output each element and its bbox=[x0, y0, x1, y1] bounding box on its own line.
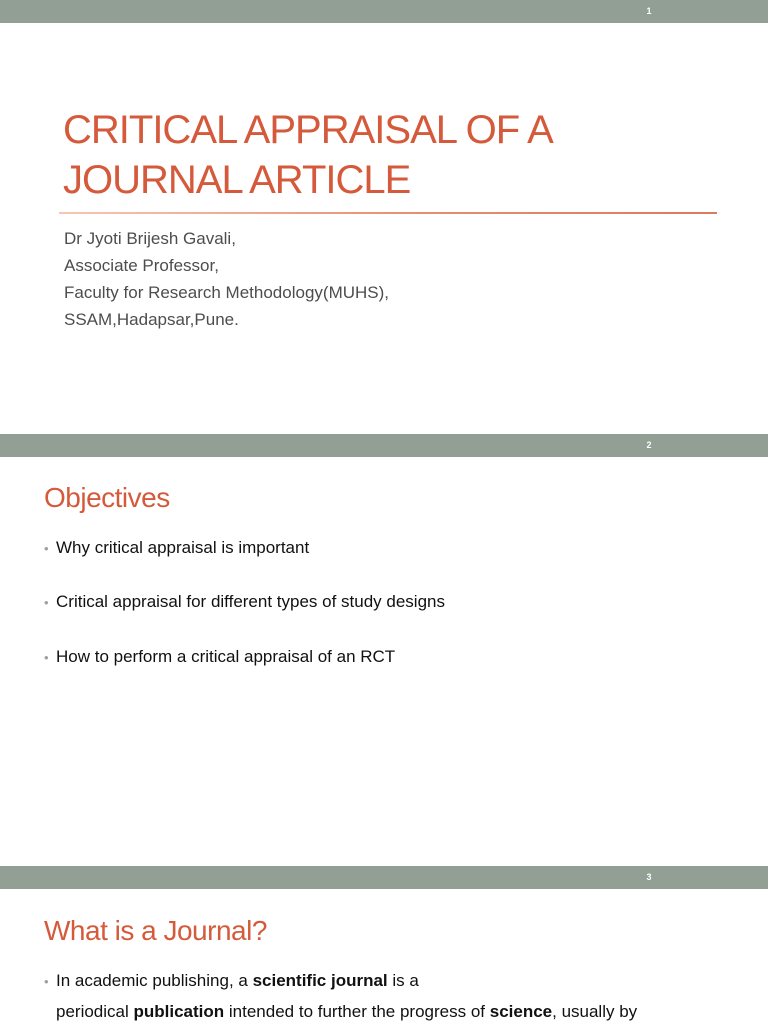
title-divider bbox=[59, 212, 717, 214]
title-line-1: CRITICAL APPRAISAL OF A bbox=[63, 108, 553, 152]
slide-header-bar bbox=[0, 434, 768, 457]
bullet-icon: • bbox=[44, 541, 49, 556]
list-item: • Critical appraisal for different types of study designs bbox=[44, 590, 445, 615]
slide-number: 2 bbox=[646, 440, 652, 450]
author-faculty: Faculty for Research Methodology(MUHS), bbox=[64, 283, 390, 302]
slide-1 bbox=[0, 0, 768, 434]
slide-title bbox=[63, 105, 723, 205]
slide-header-bar bbox=[0, 0, 768, 23]
slide-number: 1 bbox=[646, 6, 652, 16]
slide-3 bbox=[0, 866, 768, 1024]
bullet-icon: • bbox=[44, 974, 49, 989]
bullet-icon: • bbox=[44, 595, 49, 610]
title-line-2: JOURNAL ARTICLE bbox=[63, 158, 411, 202]
author-location: SSAM,Hadapsar,Pune. bbox=[64, 310, 239, 329]
list-item: • Why critical appraisal is important bbox=[44, 536, 309, 561]
author-position: Associate Professor, bbox=[64, 256, 219, 275]
slide-heading: What is a Journal? bbox=[44, 915, 267, 946]
slide-header-bar bbox=[0, 866, 768, 889]
list-item: • How to perform a critical appraisal of an RCT bbox=[44, 645, 395, 670]
author-name: Dr Jyoti Brijesh Gavali, bbox=[64, 229, 236, 248]
author-block bbox=[64, 225, 389, 333]
slide-number: 3 bbox=[646, 872, 652, 882]
slide-2 bbox=[0, 434, 768, 866]
bullet-icon: • bbox=[44, 650, 49, 665]
journal-definition: • In academic publishing, a scientific journal is a periodical publication intended to further the progress of science, usually by bbox=[44, 966, 744, 1024]
slide-heading: Objectives bbox=[44, 482, 170, 513]
